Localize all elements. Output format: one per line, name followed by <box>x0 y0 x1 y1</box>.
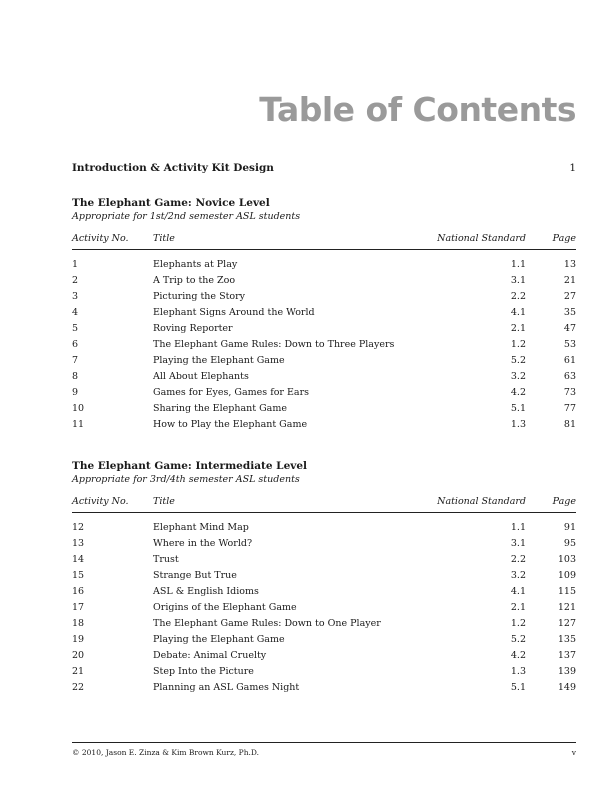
activity-title: Elephant Mind Map <box>153 522 249 533</box>
section-title: The Elephant Game: Intermediate Level <box>72 460 308 472</box>
national-standard: 4.1 <box>510 586 526 597</box>
activity-number: 4 <box>72 307 79 318</box>
activity-number: 1 <box>72 259 79 270</box>
activity-number: 11 <box>72 419 85 430</box>
toc-row <box>72 385 576 401</box>
national-standard: 2.2 <box>510 291 526 302</box>
national-standard: 4.2 <box>510 387 526 398</box>
toc-row <box>72 305 576 321</box>
activity-title: Trust <box>153 554 179 565</box>
national-standard: 5.1 <box>510 403 526 414</box>
activity-title: Origins of the Elephant Game <box>153 602 297 613</box>
national-standard: 5.2 <box>510 355 526 366</box>
activity-number: 10 <box>72 403 85 414</box>
activity-number: 16 <box>72 586 85 597</box>
activity-number: 21 <box>72 666 85 677</box>
page-number: 63 <box>563 371 576 382</box>
national-standard: 1.1 <box>510 522 526 533</box>
toc-row <box>72 616 576 632</box>
copyright-text: © 2010, Jason E. Zinza & Kim Brown Kurz, Ph.D. <box>72 748 260 757</box>
activity-title: Elephants at Play <box>153 259 238 270</box>
activity-title: Step Into the Picture <box>153 666 254 677</box>
activity-title: Strange But True <box>153 570 237 581</box>
national-standard: 5.2 <box>510 634 526 645</box>
page-number: 21 <box>563 275 576 286</box>
activity-title: Playing the Elephant Game <box>153 355 285 366</box>
toc-row <box>72 664 576 680</box>
page-number: 127 <box>557 618 576 629</box>
section-title: The Elephant Game: Novice Level <box>72 197 270 209</box>
activity-number: 8 <box>72 371 79 382</box>
national-standard: 1.2 <box>510 618 526 629</box>
activity-title: Planning an ASL Games Night <box>153 682 300 693</box>
activity-title: Debate: Animal Cruelty <box>153 650 267 661</box>
section-subtitle: Appropriate for 3rd/4th semester ASL students <box>72 474 300 485</box>
page-number: 61 <box>563 355 576 366</box>
toc-row <box>72 552 576 568</box>
activity-list <box>72 520 576 696</box>
activity-title: ASL & English Idioms <box>153 586 259 597</box>
national-standard: 3.1 <box>510 538 526 549</box>
toc-row <box>72 648 576 664</box>
activity-title: A Trip to the Zoo <box>153 275 236 286</box>
page-numeral: v <box>571 748 576 757</box>
activity-title: Where in the World? <box>153 538 253 549</box>
national-standard: 1.3 <box>510 419 526 430</box>
section-intermediate <box>72 460 576 696</box>
toc-row <box>72 680 576 696</box>
activity-number: 12 <box>72 522 85 533</box>
national-standard: 1.2 <box>510 339 526 350</box>
header-title: Title <box>153 233 175 244</box>
toc-row <box>72 600 576 616</box>
page-number: 47 <box>563 323 576 334</box>
activity-number: 18 <box>72 618 85 629</box>
activity-number: 2 <box>72 275 79 286</box>
page-number: 109 <box>557 570 576 581</box>
header-page: Page <box>552 496 576 507</box>
activity-title: Games for Eyes, Games for Ears <box>153 387 310 398</box>
activity-number: 19 <box>72 634 85 645</box>
page-number: 53 <box>563 339 576 350</box>
header-standard: National Standard <box>437 496 526 507</box>
activity-title: Sharing the Elephant Game <box>153 403 287 414</box>
header-standard: National Standard <box>437 233 526 244</box>
toc-row <box>72 584 576 600</box>
page-number: 149 <box>557 682 576 693</box>
toc-row <box>72 632 576 648</box>
intro-entry <box>72 162 576 174</box>
national-standard: 4.2 <box>510 650 526 661</box>
page-number: 35 <box>563 307 576 318</box>
activity-number: 15 <box>72 570 85 581</box>
activity-number: 5 <box>72 323 79 334</box>
national-standard: 2.1 <box>510 602 526 613</box>
header-title: Title <box>153 496 175 507</box>
page-number: 103 <box>557 554 576 565</box>
activity-title: The Elephant Game Rules: Down to Three Players <box>153 339 395 350</box>
national-standard: 4.1 <box>510 307 526 318</box>
toc-row <box>72 337 576 353</box>
toc-row <box>72 568 576 584</box>
national-standard: 5.1 <box>510 682 526 693</box>
page-number: 95 <box>563 538 576 549</box>
page-title: Table of Contents <box>259 90 576 129</box>
page-footer <box>72 742 576 757</box>
intro-label: Introduction & Activity Kit Design <box>72 162 274 174</box>
activity-number: 9 <box>72 387 79 398</box>
toc-row <box>72 536 576 552</box>
toc-row <box>72 353 576 369</box>
national-standard: 3.2 <box>510 570 526 581</box>
activity-number: 17 <box>72 602 85 613</box>
page-number: 81 <box>563 419 576 430</box>
toc-row <box>72 321 576 337</box>
national-standard: 1.1 <box>510 259 526 270</box>
activity-number: 6 <box>72 339 79 350</box>
toc-row <box>72 289 576 305</box>
section-subtitle: Appropriate for 1st/2nd semester ASL students <box>72 211 301 222</box>
page-number: 73 <box>563 387 576 398</box>
column-headers <box>72 233 576 250</box>
section-novice <box>72 197 576 433</box>
page-number: 91 <box>563 522 576 533</box>
activity-number: 3 <box>72 291 79 302</box>
page-number: 135 <box>557 634 576 645</box>
activity-title: Picturing the Story <box>153 291 246 302</box>
activity-title: Playing the Elephant Game <box>153 634 285 645</box>
header-page: Page <box>552 233 576 244</box>
intro-page: 1 <box>569 162 576 174</box>
toc-row <box>72 401 576 417</box>
page-number: 139 <box>557 666 576 677</box>
activity-number: 7 <box>72 355 79 366</box>
header-activity: Activity No. <box>72 496 129 507</box>
activity-title: Elephant Signs Around the World <box>153 307 315 318</box>
national-standard: 1.3 <box>510 666 526 677</box>
activity-title: The Elephant Game Rules: Down to One Player <box>153 618 381 629</box>
toc-row <box>72 257 576 273</box>
national-standard: 2.2 <box>510 554 526 565</box>
page-number: 121 <box>557 602 576 613</box>
column-headers <box>72 496 576 513</box>
activity-number: 13 <box>72 538 85 549</box>
toc-row <box>72 369 576 385</box>
toc-row <box>72 273 576 289</box>
toc-row <box>72 417 576 433</box>
page-number: 77 <box>563 403 576 414</box>
toc-row <box>72 520 576 536</box>
activity-list <box>72 257 576 433</box>
page-number: 13 <box>563 259 576 270</box>
national-standard: 2.1 <box>510 323 526 334</box>
activity-title: All About Elephants <box>153 371 249 382</box>
activity-number: 22 <box>72 682 85 693</box>
activity-title: Roving Reporter <box>153 323 233 334</box>
national-standard: 3.1 <box>510 275 526 286</box>
national-standard: 3.2 <box>510 371 526 382</box>
activity-title: How to Play the Elephant Game <box>153 419 308 430</box>
header-activity: Activity No. <box>72 233 129 244</box>
page-number: 137 <box>557 650 576 661</box>
page-number: 27 <box>563 291 576 302</box>
activity-number: 14 <box>72 554 85 565</box>
activity-number: 20 <box>72 650 85 661</box>
page-number: 115 <box>557 586 576 597</box>
